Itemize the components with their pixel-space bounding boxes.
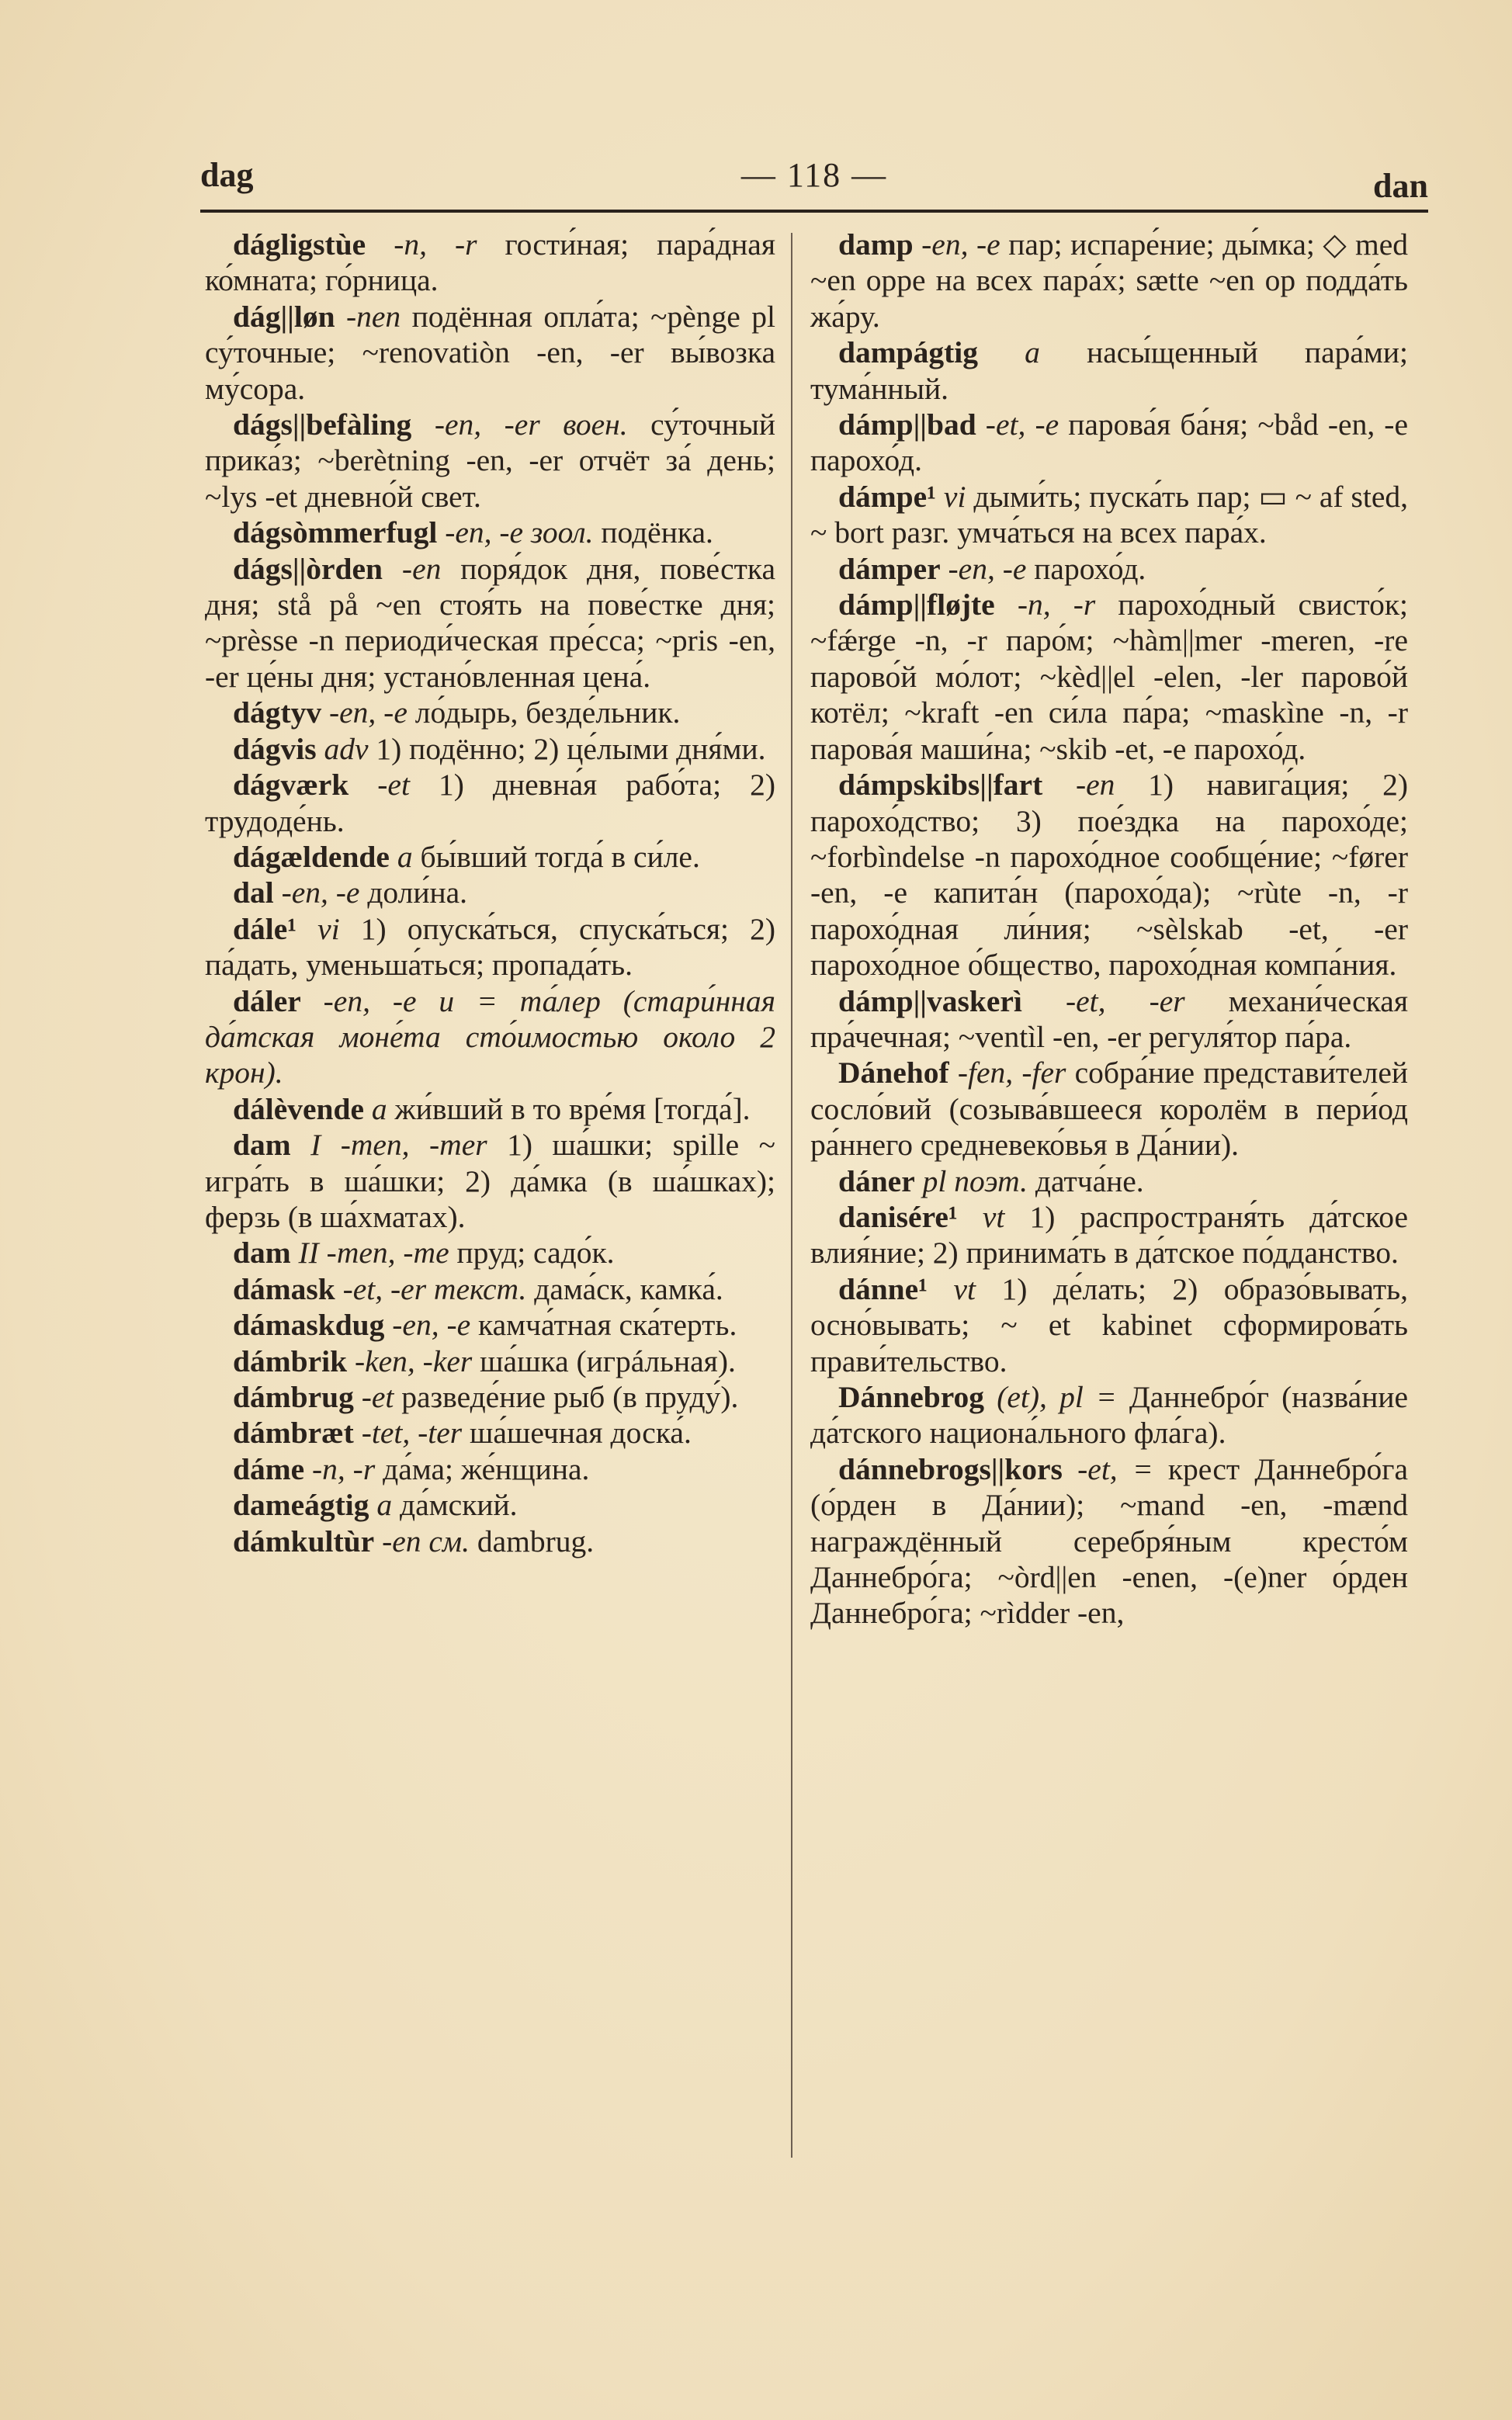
dictionary-entry <box>810 767 1408 983</box>
dictionary-entry <box>205 1524 775 1559</box>
entry-headword: dágældende <box>233 839 390 874</box>
entry-definition: 1) ша́шки; spille ~ игра́ть в ша́шки; 2) да́мка (в ша́шках); ферзь (в ша́хматах). <box>205 1128 775 1234</box>
entry-headword: Dánehof <box>838 1056 949 1090</box>
entry-grammar: -et, -er текст. <box>342 1271 527 1306</box>
dictionary-entry <box>205 407 775 515</box>
entry-definition: Даннебро́г (назва́ние да́тского национа́льного фла́га). <box>810 1380 1409 1451</box>
entry-definition: да́ма; же́нщина. <box>383 1451 590 1486</box>
entry-headword: dámpe¹ <box>838 479 936 514</box>
entry-headword: dánnebrogs||kors <box>838 1451 1063 1486</box>
entry-headword: dágværk <box>233 768 349 803</box>
dictionary-entry <box>205 731 775 767</box>
dictionary-entry <box>810 983 1408 1056</box>
entry-headword: dáler <box>233 983 301 1018</box>
entry-headword: dágsòmmerfugl <box>233 515 438 550</box>
entry-grammar: a <box>1025 335 1040 370</box>
entry-grammar: -n, -r <box>1017 588 1096 622</box>
entry-grammar: I -men, -mer <box>310 1128 487 1163</box>
header-rule <box>200 210 1428 213</box>
entry-headword: dálèvende <box>233 1091 364 1126</box>
dictionary-entry <box>205 839 775 875</box>
entry-headword: dágs||òrden <box>233 551 383 586</box>
entry-grammar: vi <box>943 479 966 514</box>
entry-definition: 1) подённо; 2) це́лыми дня́ми. <box>376 731 766 766</box>
entry-grammar: -en см. <box>382 1524 470 1558</box>
dictionary-entry <box>205 1379 775 1415</box>
entry-definition: разведе́ние рыб (в пруду́). <box>401 1380 739 1414</box>
dictionary-entry <box>810 1163 1408 1199</box>
header-right-guideword: dan <box>1373 167 1428 205</box>
entry-grammar: -ken, -ker <box>354 1343 473 1378</box>
entry-definition: механи́ческая пра́чечная; ~ventìl -en, -er регуля́тор па́ра. <box>810 983 1409 1054</box>
dictionary-entry <box>810 407 1408 479</box>
entry-headword: Dánnebrog <box>838 1380 985 1414</box>
entry-headword: dágligstùe <box>233 227 366 262</box>
entry-headword: dámbrik <box>233 1343 348 1378</box>
dictionary-entry <box>205 1127 775 1235</box>
entry-grammar: a <box>376 1488 393 1523</box>
entry-headword: damp <box>838 227 914 262</box>
column-divider <box>791 233 792 2158</box>
dictionary-entry <box>205 551 775 695</box>
dictionary-entry <box>205 695 775 730</box>
entry-grammar: vt <box>982 1199 1005 1234</box>
entry-definition: ша́шечная доска́. <box>469 1416 692 1451</box>
entry-definition: бы́вший тогда́ в си́ле. <box>420 839 700 874</box>
dictionary-entry <box>205 1343 775 1379</box>
dictionary-entry <box>810 1199 1408 1271</box>
entry-headword: dág||løn <box>233 299 335 334</box>
entry-definition: 1) дневна́я рабо́та; 2) трудоде́нь. <box>205 768 775 838</box>
entry-definition: пруд; садо́к. <box>456 1236 615 1271</box>
dictionary-entry <box>205 767 775 839</box>
entry-grammar: -en <box>401 551 442 586</box>
dictionary-entry <box>205 1487 775 1523</box>
entry-grammar: pl поэт. <box>922 1163 1028 1198</box>
entry-definition: датча́не. <box>1035 1163 1144 1198</box>
entry-definition: собра́ние представи́телей сосло́вий (созыва́вшееся королём в пери́од ра́ннего средневеко́вья в Да́нии). <box>810 1056 1409 1163</box>
dictionary-entry <box>810 1379 1408 1451</box>
entry-definition: доли́на. <box>367 875 468 910</box>
entry-definition: крест Даннебро́га (о́рден в Да́нии); ~mand -en, -mænd награждённый серебря́ным кресто́м Даннебро́га; ~òrd||en -enen, -(e)ner о́рден Даннебро́га; ~rìdder -en, <box>810 1451 1408 1631</box>
dictionary-entry <box>205 1415 775 1451</box>
entry-headword: dágtyv <box>233 695 322 730</box>
entry-headword: dámaskdug <box>233 1308 385 1343</box>
entry-headword: dámpskibs||fart <box>838 768 1043 803</box>
entry-grammar: -en, -e <box>281 875 360 910</box>
entry-grammar: -et <box>377 768 410 803</box>
entry-headword: dal <box>233 875 274 910</box>
header-left-guideword: dag <box>200 156 254 194</box>
dictionary-entry <box>205 299 775 407</box>
entry-grammar: -et, -er <box>1065 983 1185 1018</box>
entry-headword: dámp||bad <box>838 407 976 442</box>
entry-grammar: -fen, -fer <box>957 1056 1066 1090</box>
entry-grammar: -en, -e <box>329 695 407 730</box>
entry-headword: dámper <box>838 551 941 586</box>
entry-headword: dágs||befàling <box>233 407 412 442</box>
entry-definition: жи́вший в то вре́мя [тогда́]. <box>394 1091 751 1126</box>
entry-definition: да́мский. <box>400 1488 518 1523</box>
entry-definition: пар; испаре́ние; ды́мка; ◇ med ~en oppe на всех пара́х; sætte ~en op подда́ть жа́ру. <box>810 227 1409 334</box>
entry-grammar: -en, -e u = та́лер (стари́нная да́тская моне́та сто́имостью около 2 крон). <box>205 983 775 1090</box>
entry-grammar: -et, = <box>1077 1451 1153 1486</box>
entry-headword: dánne¹ <box>838 1271 928 1306</box>
entry-grammar: -en <box>1075 768 1115 803</box>
entry-headword: dampágtig <box>838 335 978 370</box>
entry-grammar: vt <box>953 1271 976 1306</box>
entry-headword: dam <box>233 1236 291 1271</box>
dictionary-entry <box>205 875 775 910</box>
entry-grammar: -n, -r <box>312 1451 376 1486</box>
entry-grammar: -n, -r <box>394 227 477 262</box>
entry-definition: поря́док дня, пове́стка дня; stå på ~en стоя́ть на пове́стке дня; ~prèsse -n периоди́ческая пре́сса; ~pris -en, -er це́ны дня; устано́вленная цена́. <box>205 551 775 694</box>
entry-grammar: -en, -e <box>921 227 1000 262</box>
entry-definition: 1) опуска́ться, спуска́ться; 2) па́дать, уменьша́ться; пропада́ть. <box>205 911 775 983</box>
dictionary-entry <box>810 1055 1408 1163</box>
entry-definition: ша́шка (игрáльная). <box>480 1343 736 1378</box>
entry-headword: dámp||fløjte <box>838 588 995 622</box>
dictionary-entry <box>205 1271 775 1307</box>
entry-grammar: -en, -e зоол. <box>445 515 594 550</box>
entry-headword: danisére¹ <box>838 1199 958 1234</box>
entry-definition: парохо́д. <box>1034 551 1146 586</box>
entry-definition: су́точный прика́з; ~berètning -en, -er отчёт за́ день; ~lys -et дневно́й свет. <box>205 407 776 514</box>
entry-grammar: a <box>397 839 413 874</box>
entry-definition: подённая опла́та; ~pènge pl су́точные; ~renovatiòn -en, -er вы́возка му́сора. <box>205 299 775 406</box>
entry-definition: 1) распространя́ть да́тское влия́ние; 2) принима́ть в да́тское по́дданство. <box>810 1199 1409 1271</box>
entry-grammar: -et, -e <box>985 407 1059 442</box>
entry-headword: dámp||vaskerì <box>838 983 1022 1018</box>
entry-headword: dále¹ <box>233 911 297 946</box>
entry-grammar: -en, -e <box>392 1308 471 1343</box>
entry-grammar: -et <box>361 1380 394 1414</box>
entry-headword: dámask <box>233 1271 335 1306</box>
entry-grammar: -nen <box>345 299 401 334</box>
entry-headword: dágvis <box>233 731 317 766</box>
dictionary-entry <box>810 335 1408 407</box>
entry-definition: гости́ная; пара́дная ко́мната; го́рница. <box>205 227 776 298</box>
dictionary-entry <box>205 227 775 299</box>
entry-headword: dáner <box>838 1163 915 1198</box>
entry-headword: dam <box>233 1128 291 1163</box>
dictionary-entry <box>810 587 1408 767</box>
dictionary-entry <box>810 1271 1408 1379</box>
entry-headword: dámkultùr <box>233 1524 375 1558</box>
left-column <box>205 227 775 1559</box>
dictionary-entry <box>205 983 775 1091</box>
entry-definition: парохо́дный свисто́к; ~fǽrge -n, -r паро́м; ~hàm||mer -meren, -re парово́й мо́лот; ~kèd||el -elen, -ler парово́й котёл; ~kraft -en си́ла па́ра; ~maskìne -n, -r парова́я маши́на; ~skib -et, -e парохо́д. <box>810 588 1408 766</box>
entry-definition: dambrug. <box>477 1524 595 1558</box>
entry-grammar: -tet, -ter <box>361 1416 463 1451</box>
entry-grammar: a <box>371 1091 387 1126</box>
dictionary-entry <box>810 1451 1408 1631</box>
dictionary-entry <box>205 515 775 550</box>
entry-headword: dameágtig <box>233 1488 369 1523</box>
page-header <box>200 155 1428 210</box>
dictionary-entry <box>205 1451 775 1487</box>
entry-grammar: vi <box>317 911 340 946</box>
entry-grammar: adv <box>324 731 369 766</box>
dictionary-entry <box>810 227 1408 335</box>
entry-grammar: (et), pl = <box>997 1380 1117 1414</box>
entry-definition: ло́дырь, безде́льник. <box>414 695 681 730</box>
entry-headword: dáme <box>233 1451 305 1486</box>
page-number: — 118 — <box>740 156 888 194</box>
entry-definition: камча́тная ска́терть. <box>478 1308 737 1343</box>
entry-headword: dámbrug <box>233 1380 354 1414</box>
dictionary-entry <box>205 1235 775 1271</box>
dictionary-entry <box>205 1091 775 1127</box>
dictionary-entry <box>205 1307 775 1343</box>
entry-definition: подёнка. <box>601 515 713 550</box>
entry-headword: dámbræt <box>233 1416 354 1451</box>
entry-grammar: -en, -e <box>948 551 1027 586</box>
entry-definition: дама́ск, камка́. <box>534 1271 723 1306</box>
entry-definition: дыми́ть; пуска́ть пар; ▭ ~ af sted, ~ bort разг. умча́ться на всех пара́х. <box>810 479 1409 550</box>
dictionary-entry <box>810 551 1408 587</box>
entry-definition: 1) де́лать; 2) образо́вывать, осно́вывать; ~ et kabinet сформирова́ть прави́тельство. <box>810 1271 1409 1378</box>
entry-grammar: II -men, -me <box>298 1236 449 1271</box>
entry-definition: парова́я ба́ня; ~båd -en, -e парохо́д. <box>810 407 1408 478</box>
entry-definition: насы́щенный пара́ми; тума́нный. <box>810 335 1408 406</box>
entry-definition: 1) навига́ция; 2) парохо́дство; 3) пое́здка на парохо́де; ~forbìndelse -n парохо́дное сообще́ние; ~fører -en, -e капита́н (парохо́да); ~rùte -n, -r парохо́дная ли́ния; ~sèlskab -et, -er парохо́дное о́бщество, парохо́дная компа́ния. <box>810 768 1409 983</box>
dictionary-entry <box>810 479 1408 551</box>
dictionary-entry <box>205 911 775 983</box>
entry-grammar: -en, -er воен. <box>434 407 628 442</box>
right-column <box>810 227 1408 1631</box>
